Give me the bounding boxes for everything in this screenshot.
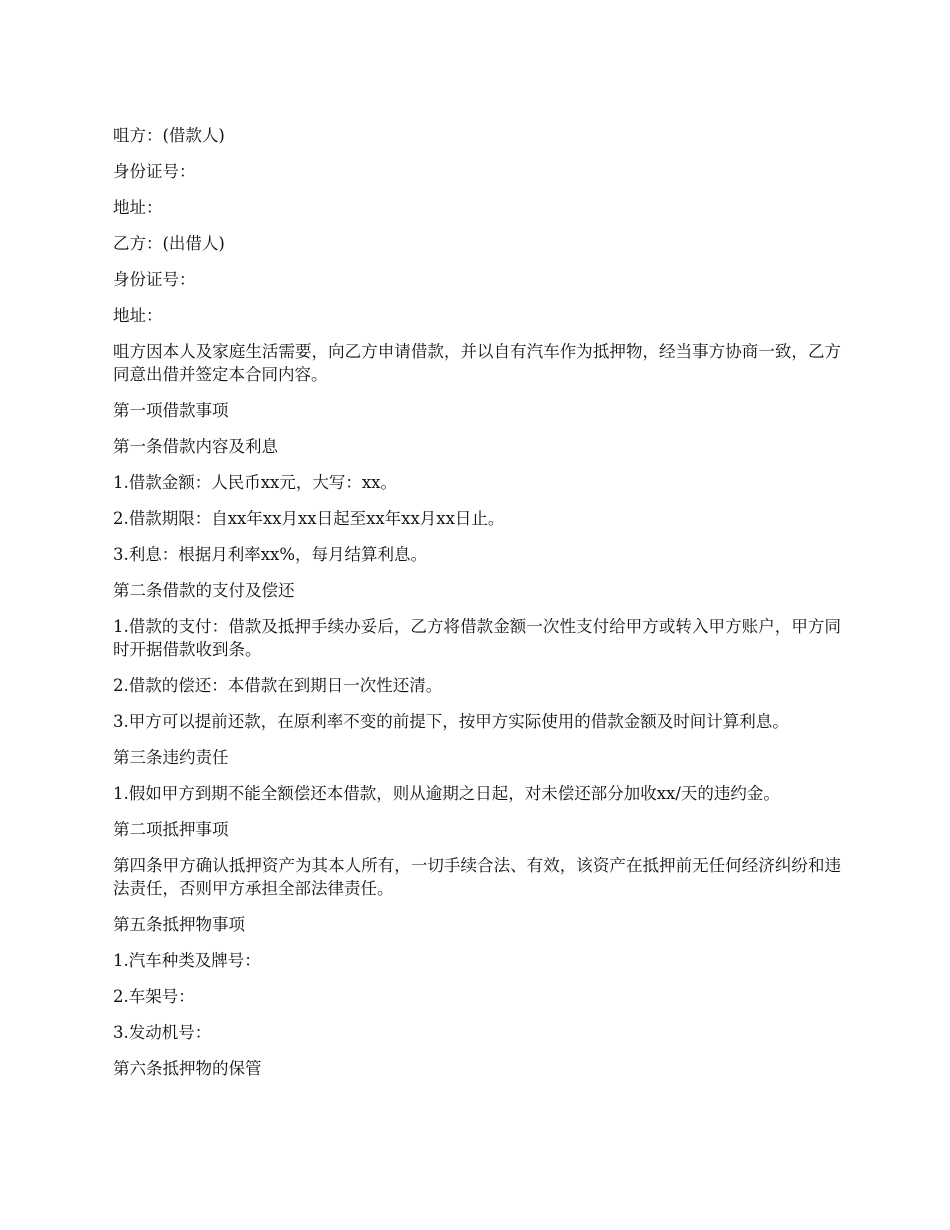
- party-a-address: 地址：: [113, 198, 163, 217]
- article-1-clause-3: 3.利息：根据月利率xx%，每月结算利息。: [113, 545, 428, 564]
- party-a-label: 咀方：(借款人): [113, 126, 225, 145]
- party-b-id-number: 身份证号：: [113, 270, 196, 289]
- preamble-paragraph: 咀方因本人及家庭生活需要，向乙方申请借款，并以自有汽车作为抵押物，经当事方协商一致，乙方同意出借并签定本合同内容。: [113, 342, 841, 384]
- article-1-clause-1: 1.借款金额：人民币xx元，大写：xx。: [113, 473, 397, 492]
- article-5-clause-3: 3.发动机号：: [113, 1023, 212, 1042]
- article-3-clause-1: 1.假如甲方到期不能全额偿还本借款，则从逾期之日起，对未偿还部分加收xx/天的违约金。: [113, 784, 780, 803]
- article-4-paragraph: 第四条甲方确认抵押资产为其本人所有，一切手续合法、有效，该资产在抵押前无任何经济纠纷和违法责任，否则甲方承担全部法律责任。: [113, 856, 841, 898]
- article-1-heading: 第一条借款内容及利息: [113, 437, 278, 456]
- party-a-id-number: 身份证号：: [113, 162, 196, 181]
- article-2-heading: 第二条借款的支付及偿还: [113, 581, 295, 600]
- article-2-clause-2: 2.借款的偿还：本借款在到期日一次性还清。: [113, 676, 443, 695]
- article-1-clause-2: 2.借款期限：自xx年xx月xx日起至xx年xx月xx日止。: [113, 509, 505, 528]
- article-2-clause-3: 3.甲方可以提前还款，在原利率不变的前提下，按甲方实际使用的借款金额及时间计算利息。: [113, 712, 789, 731]
- section-heading-loan: 第一项借款事项: [113, 401, 229, 420]
- section-heading-mortgage: 第二项抵押事项: [113, 820, 229, 839]
- party-b-label: 乙方：(出借人): [113, 234, 225, 253]
- document-body: [113, 124, 841, 1093]
- article-6-heading: 第六条抵押物的保管: [113, 1059, 262, 1078]
- article-2-clause-1: 1.借款的支付：借款及抵押手续办妥后，乙方将借款金额一次性支付给甲方或转入甲方账户，甲方同时开据借款收到条。: [113, 617, 841, 659]
- article-5-heading: 第五条抵押物事项: [113, 915, 245, 934]
- article-5-clause-2: 2.车架号：: [113, 987, 195, 1006]
- article-5-clause-1: 1.汽车种类及牌号：: [113, 951, 261, 970]
- party-b-address: 地址：: [113, 306, 163, 325]
- article-3-heading: 第三条违约责任: [113, 748, 229, 767]
